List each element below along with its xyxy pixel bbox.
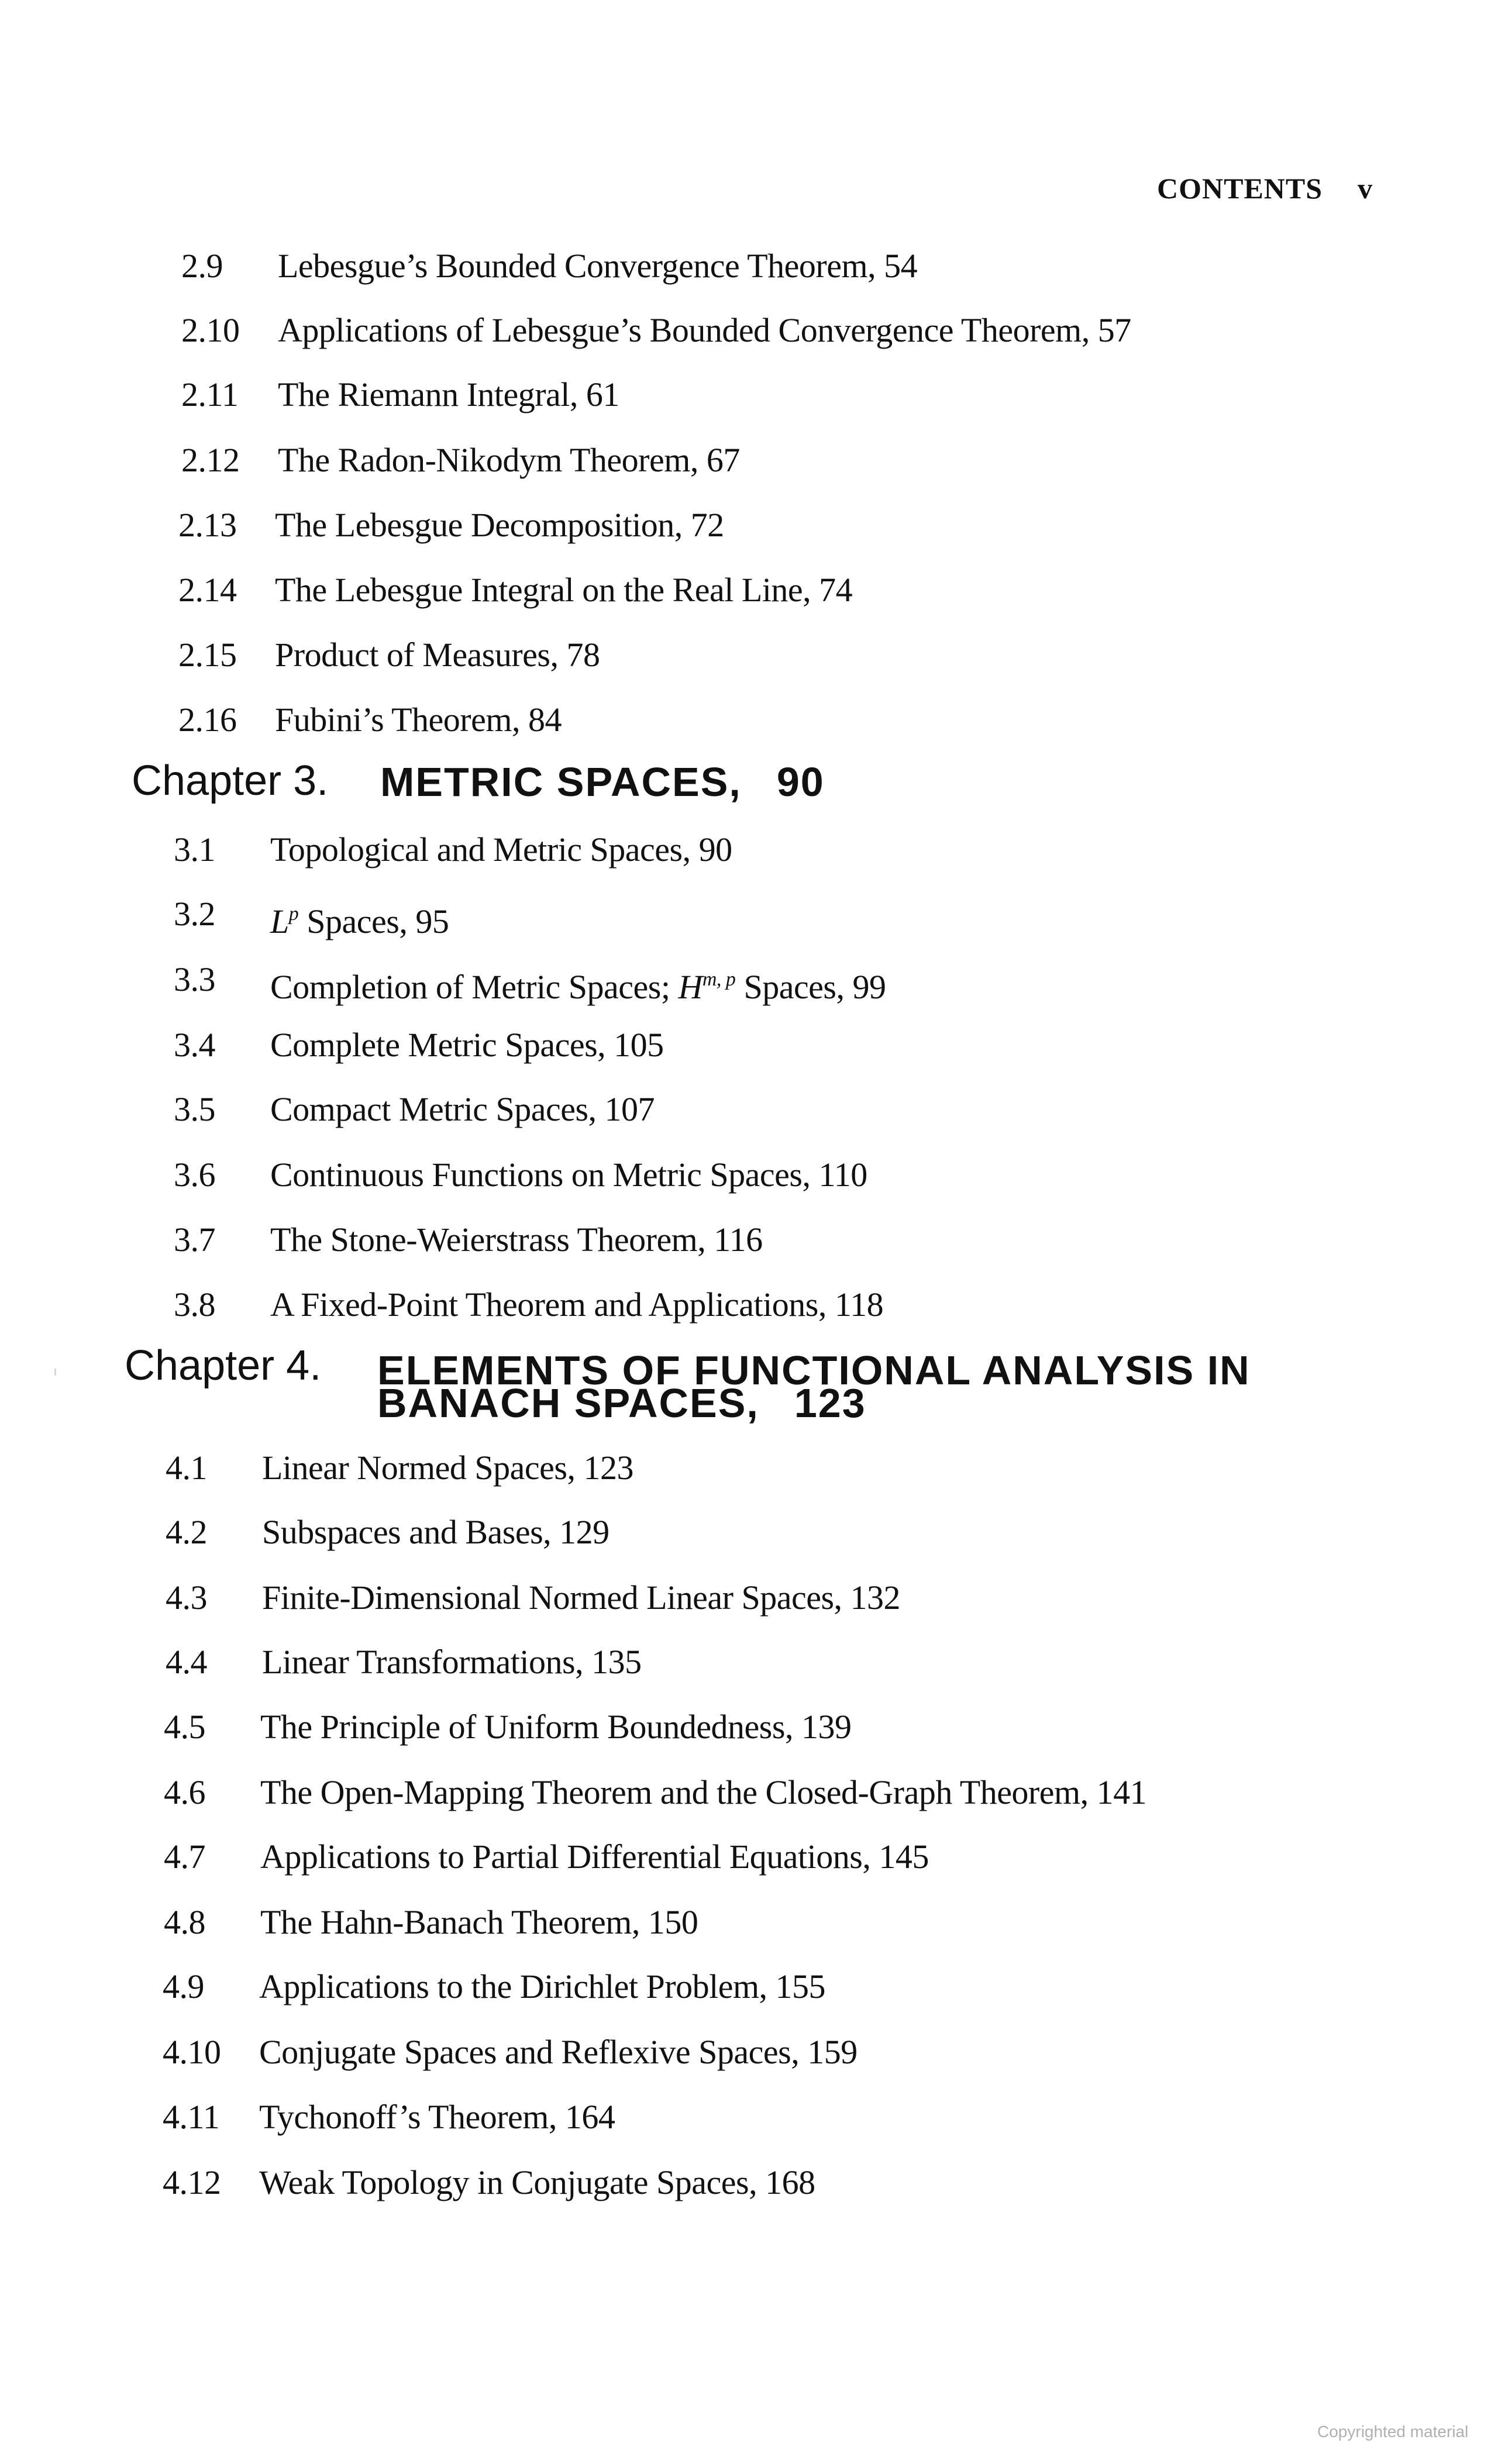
chapter-label: Chapter 3.: [132, 757, 329, 804]
toc-entry[interactable]: [164, 1772, 1147, 1813]
section-title: Fubini’s Theorem, 84: [275, 701, 562, 739]
math-superscript: m, p: [702, 969, 736, 990]
section-title: Compact Metric Spaces, 107: [270, 1090, 655, 1128]
toc-entry[interactable]: [174, 1025, 664, 1066]
toc-entry[interactable]: [163, 2032, 858, 2073]
section-title: Applications of Lebesgue’s Bounded Convergence Theorem, 57: [278, 311, 1131, 349]
section-title: The Radon-Nikodym Theorem, 67: [278, 441, 740, 479]
section-title: Lebesgue’s Bounded Convergence Theorem, 54: [278, 247, 918, 285]
toc-entry[interactable]: [181, 310, 1131, 351]
toc-entry[interactable]: [174, 959, 886, 1006]
section-title: Linear Normed Spaces, 123: [262, 1449, 633, 1487]
section-number: 4.8: [164, 1903, 205, 1941]
section-title: Completion of Metric Spaces; H$^{m, p}$ Spaces, 99: [270, 968, 886, 1006]
section-number: 3.6: [174, 1156, 215, 1194]
section-title: The Riemann Integral, 61: [278, 375, 619, 413]
section-title: Applications to the Dirichlet Problem, 155: [259, 1967, 826, 2005]
chapter-page: 90: [776, 759, 825, 805]
toc-entry[interactable]: [164, 1707, 852, 1748]
chapter-label: Chapter 4.: [125, 1342, 322, 1389]
section-title: Product of Measures, 78: [275, 636, 600, 674]
chapter-page: 123: [794, 1380, 866, 1426]
toc-entry[interactable]: [166, 1577, 901, 1618]
running-head: [1157, 171, 1373, 205]
toc-entry[interactable]: [163, 2097, 615, 2138]
section-title: The Lebesgue Decomposition, 72: [275, 506, 724, 544]
section-title: Complete Metric Spaces, 105: [270, 1026, 664, 1064]
section-title: Applications to Partial Differential Equations, 145: [260, 1838, 929, 1876]
section-number: 3.7: [174, 1221, 215, 1259]
section-title: Conjugate Spaces and Reflexive Spaces, 159: [259, 2033, 858, 2071]
section-number: 3.1: [174, 830, 215, 869]
section-number: 4.7: [164, 1838, 205, 1876]
section-title: The Open-Mapping Theorem and the Closed-Graph Theorem, 141: [260, 1773, 1147, 1811]
section-title: Topological and Metric Spaces, 90: [270, 830, 732, 869]
toc-entry[interactable]: [164, 1902, 698, 1943]
toc-entry[interactable]: [178, 505, 724, 546]
toc-entry[interactable]: [166, 1642, 642, 1683]
toc-entry[interactable]: [181, 246, 918, 287]
toc-entry[interactable]: [164, 1836, 929, 1877]
section-number: 4.6: [164, 1773, 205, 1811]
section-title: $L^p$ Spaces, 95: [270, 902, 449, 940]
toc-entry[interactable]: [181, 440, 740, 481]
chapter-title: ELEMENTS OF FUNCTIONAL ANALYSIS IN BANACH SPACES, 123: [377, 1348, 1251, 1426]
toc-entry[interactable]: [166, 1448, 633, 1488]
toc-entry[interactable]: [178, 635, 600, 676]
section-title: Weak Topology in Conjugate Spaces, 168: [259, 2163, 815, 2201]
page-number: v: [1358, 172, 1373, 205]
section-number: 2.15: [178, 636, 237, 674]
toc-entry[interactable]: [174, 894, 449, 940]
section-title: The Principle of Uniform Boundedness, 139: [260, 1708, 852, 1746]
section-number: 2.11: [181, 375, 239, 413]
copyright-watermark: Copyrighted material: [1317, 2422, 1469, 2441]
toc-entry[interactable]: [178, 570, 853, 611]
section-number: 4.12: [163, 2163, 221, 2201]
section-title: Continuous Functions on Metric Spaces, 110: [270, 1156, 867, 1194]
section-number: 2.9: [181, 247, 223, 285]
running-title: CONTENTS: [1157, 172, 1323, 205]
section-number: 2.16: [178, 701, 237, 739]
toc-entry[interactable]: [174, 1284, 884, 1325]
toc-entry[interactable]: [166, 1512, 609, 1553]
section-number: 4.11: [163, 2098, 220, 2136]
scan-speck: [54, 1369, 56, 1376]
section-number: 2.13: [178, 506, 237, 544]
chapter-heading[interactable]: [125, 1342, 1251, 1426]
math-symbol: H: [678, 968, 702, 1006]
toc-entry[interactable]: [181, 374, 619, 415]
section-number: 4.10: [163, 2033, 221, 2071]
toc-entry[interactable]: [174, 1155, 867, 1195]
section-number: 2.12: [181, 441, 240, 479]
math-symbol: L: [270, 902, 289, 940]
section-number: 4.9: [163, 1967, 204, 2005]
section-number: 2.10: [181, 311, 240, 349]
section-number: 2.14: [178, 571, 237, 609]
toc-entry[interactable]: [163, 1966, 826, 2007]
chapter-heading[interactable]: [132, 757, 825, 813]
section-number: 4.5: [164, 1708, 205, 1746]
section-title: Finite-Dimensional Normed Linear Spaces, 132: [262, 1579, 901, 1617]
section-title: The Lebesgue Integral on the Real Line, 74: [275, 571, 853, 609]
section-number: 4.3: [166, 1579, 207, 1617]
section-number: 3.3: [174, 960, 215, 998]
section-number: 3.5: [174, 1090, 215, 1128]
toc-entry[interactable]: [174, 829, 732, 870]
chapter-title: METRIC SPACES, 90: [380, 759, 825, 805]
toc-entry[interactable]: [163, 2162, 815, 2203]
section-number: 3.2: [174, 895, 215, 933]
section-number: 4.1: [166, 1449, 207, 1487]
section-title: The Stone-Weierstrass Theorem, 116: [270, 1221, 763, 1259]
section-number: 4.4: [166, 1643, 207, 1681]
section-number: 3.4: [174, 1026, 215, 1064]
toc-entry[interactable]: [174, 1219, 763, 1260]
section-title: Tychonoff’s Theorem, 164: [259, 2098, 615, 2136]
toc-entry[interactable]: [174, 1089, 655, 1130]
math-superscript: p: [288, 903, 299, 925]
section-number: 3.8: [174, 1286, 215, 1324]
section-title: A Fixed-Point Theorem and Applications, 118: [270, 1286, 884, 1324]
section-number: 4.2: [166, 1513, 207, 1551]
section-title: Subspaces and Bases, 129: [262, 1513, 609, 1551]
section-title: Linear Transformations, 135: [262, 1643, 642, 1681]
toc-entry[interactable]: [178, 699, 562, 740]
section-title: The Hahn-Banach Theorem, 150: [260, 1903, 698, 1941]
